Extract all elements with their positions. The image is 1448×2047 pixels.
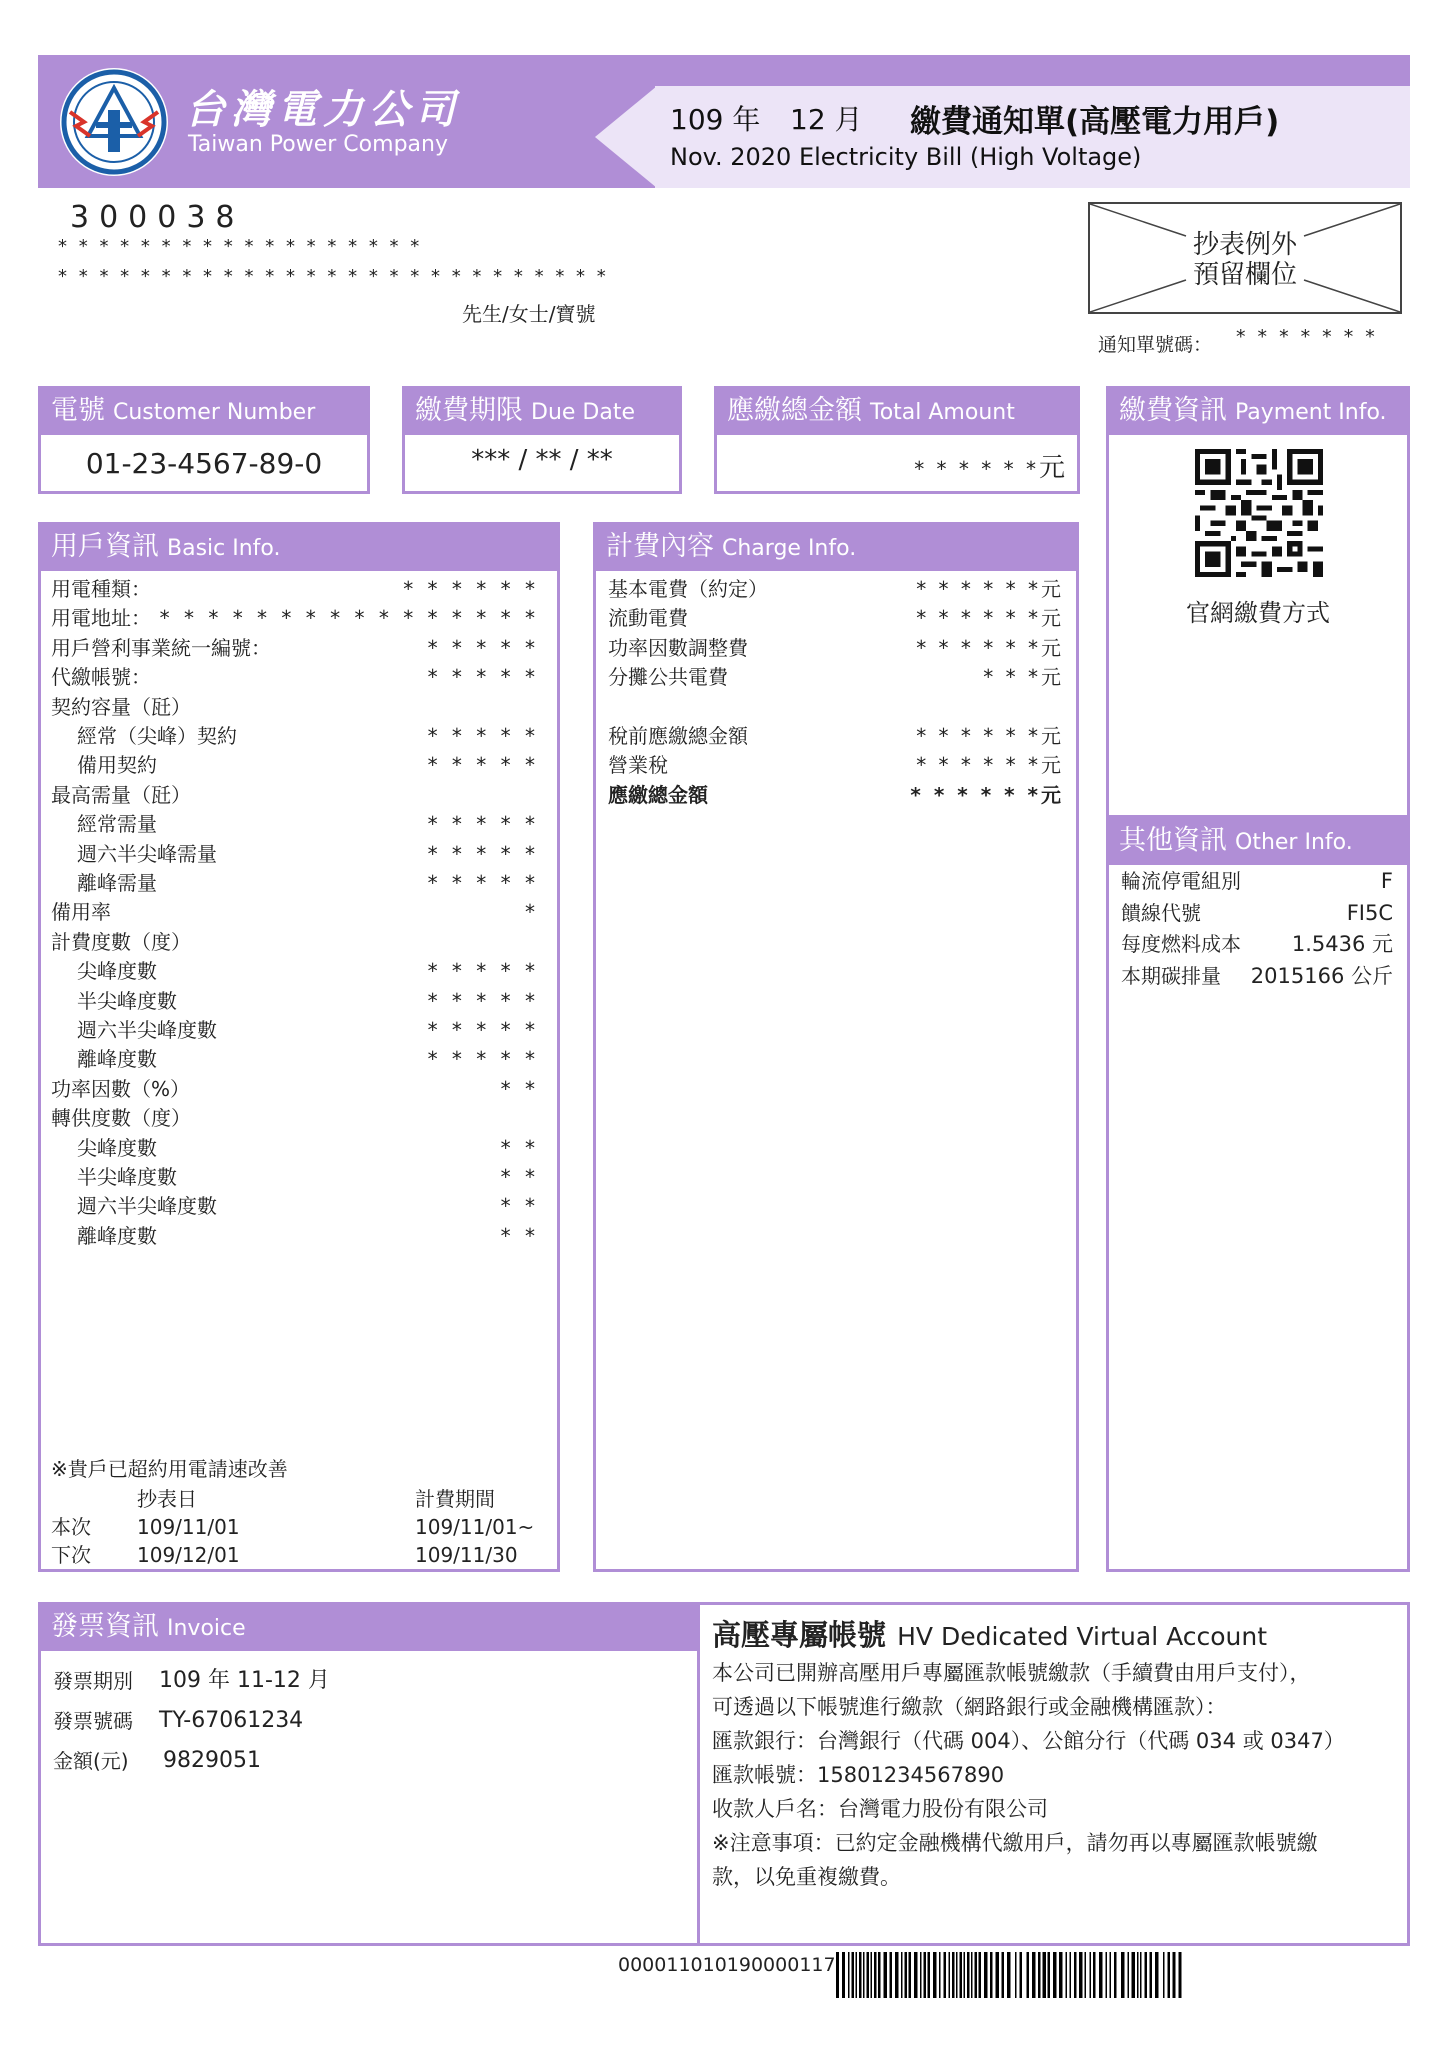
- next-label: 下次: [51, 1543, 91, 1567]
- recipient-line-1: * * * * * * * * * * * * * * * * * *: [58, 236, 423, 257]
- basic-info-value: * * * * *: [427, 1018, 539, 1042]
- basic-info-label: 備用契約: [77, 753, 157, 778]
- basic-info-value: * *: [500, 1223, 539, 1248]
- barcode-bar: [852, 1952, 855, 1998]
- barcode-bar: [1099, 1952, 1103, 1998]
- charge-label: 應繳總金額: [608, 782, 708, 807]
- barcode-bar: [1043, 1952, 1047, 1998]
- basic-info-label: 最高需量（瓩）: [51, 782, 191, 807]
- basic-info-value: * *: [500, 1165, 539, 1189]
- barcode-bar: [996, 1952, 1000, 1998]
- basic-info-value: * * * * *: [427, 724, 539, 748]
- basic-info-label: 尖峰度數: [77, 1135, 157, 1160]
- basic-info-value: * * * * * *: [403, 577, 539, 601]
- barcode-bar: [1150, 1952, 1153, 1998]
- bill-year: 109 年: [670, 103, 761, 136]
- barcode-bar: [1020, 1952, 1023, 1998]
- barcode-bar: [871, 1952, 873, 1998]
- total-amount-header: 應繳總金額 Total Amount: [717, 389, 1077, 435]
- virtual-account-title: 高壓專屬帳號 HV Dedicated Virtual Account: [712, 1618, 1268, 1652]
- barcode-bar: [905, 1952, 908, 1998]
- next-meter-date: 109/12/01: [137, 1543, 240, 1567]
- barcode-bar: [1007, 1952, 1011, 1998]
- due-date-value: *** / ** / **: [471, 445, 613, 475]
- barcode-bar: [1168, 1952, 1171, 1998]
- virtual-account-line: 本公司已開辦高壓用戶專屬匯款帳號繳款（手續費由用戶支付），: [712, 1661, 1311, 1685]
- charge-info-header: 計費內容 Charge Info.: [596, 525, 1076, 571]
- basic-info-label: 尖峰度數: [77, 959, 157, 984]
- basic-info-label: 週六半尖峰度數: [77, 1194, 217, 1219]
- barcode-bar: [1002, 1952, 1005, 1998]
- barcode-bar: [960, 1952, 963, 1998]
- due-date-box: [402, 386, 682, 494]
- charge-value: * * * * * *元: [916, 724, 1064, 748]
- recipient-line-2: * * * * * * * * * * * * * * * * * * * * * * * * * * *: [58, 266, 609, 287]
- bill-title-zh: 繳費通知單(高壓電力用戶): [910, 104, 1280, 140]
- basic-info-label: 經常需量: [77, 812, 157, 837]
- charge-value: * * * * * *元: [910, 782, 1064, 807]
- recipient-salutation: 先生/女士/寶號: [462, 302, 596, 326]
- barcode-bar: [878, 1952, 881, 1998]
- other-info-header: 其他資訊 Other Info.: [1109, 819, 1407, 865]
- total-amount-value: * * * * * *元: [914, 453, 1065, 483]
- current-label: 本次: [51, 1515, 91, 1539]
- basic-info-value: * * * * *: [427, 665, 539, 690]
- basic-info-value: * *: [500, 1076, 539, 1101]
- charge-label: 基本電費（約定）: [608, 577, 768, 601]
- barcode-icon: [836, 1952, 1212, 1998]
- notice-number-value: * * * * * * *: [1236, 326, 1378, 348]
- barcode-bar: [967, 1952, 970, 1998]
- virtual-account-line: 款，以免重複繳費。: [712, 1865, 901, 1889]
- invoice-header: 發票資訊 Invoice: [41, 1605, 697, 1651]
- barcode-bar: [1179, 1952, 1182, 1998]
- barcode-bar: [1027, 1952, 1030, 1998]
- basic-info-box: [38, 522, 560, 1572]
- barcode-bar: [939, 1952, 941, 1998]
- barcode-bar: [884, 1952, 888, 1998]
- bill-month: 12 月: [790, 103, 863, 136]
- basic-info-value: * * * * *: [427, 812, 539, 837]
- basic-info-value: * * * * *: [427, 988, 539, 1013]
- basic-info-label: 半尖峰度數: [77, 988, 177, 1013]
- recipient-zip: 300038: [70, 200, 245, 235]
- barcode-bar: [1128, 1952, 1130, 1998]
- basic-info-label: 週六半尖峰度數: [77, 1018, 217, 1042]
- basic-info-value: * *: [500, 1135, 539, 1160]
- barcode-bar: [920, 1952, 922, 1998]
- barcode-bar: [890, 1952, 893, 1998]
- barcode-bar: [1079, 1952, 1083, 1998]
- charge-label: 流動電費: [608, 606, 688, 631]
- virtual-account-box: [697, 1602, 1410, 1946]
- barcode-bar: [836, 1952, 839, 1998]
- invoice-box: [38, 1602, 700, 1946]
- other-info-value: 1.5436 元: [1291, 932, 1393, 956]
- due-date-header: 繳費期限 Due Date: [405, 389, 679, 435]
- barcode-bar: [944, 1952, 947, 1998]
- header-arrow: [595, 86, 657, 188]
- charge-label: 分攤公共電費: [608, 665, 728, 690]
- barcode-bar: [952, 1952, 955, 1998]
- basic-info-value: * * * * *: [427, 753, 539, 778]
- notice-number-label: 通知單號碼：: [1098, 334, 1213, 356]
- barcode-bar: [867, 1952, 870, 1998]
- charge-label: 營業稅: [608, 753, 668, 778]
- barcode-bar: [1066, 1952, 1068, 1998]
- basic-info-label: 計費度數（度）: [51, 929, 191, 954]
- barcode-bar: [856, 1952, 858, 1998]
- other-info-label: 每度燃料成本: [1121, 932, 1241, 956]
- invoice-value: 9829051: [163, 1748, 261, 1773]
- basic-info-value: * *: [500, 1194, 539, 1219]
- invoice-label: 發票號碼: [53, 1709, 133, 1733]
- barcode-bar: [1132, 1952, 1136, 1998]
- other-info-value: F: [1380, 869, 1393, 893]
- current-meter-date: 109/11/01: [137, 1515, 240, 1539]
- barcode-bar: [859, 1952, 862, 1998]
- barcode-bar: [1048, 1952, 1051, 1998]
- charge-value: * * *元: [983, 665, 1064, 690]
- barcode-bar: [975, 1952, 978, 1998]
- barcode-bar: [1015, 1952, 1017, 1998]
- payment-qr-code-icon[interactable]: [1195, 449, 1323, 577]
- barcode-bar: [1093, 1952, 1096, 1998]
- basic-info-value: * * * * *: [427, 841, 539, 866]
- invoice-value: 109 年 11-12 月: [159, 1668, 330, 1693]
- basic-info-label: 功率因數（%）: [51, 1076, 191, 1101]
- basic-info-label: 離峰度數: [77, 1047, 157, 1072]
- charge-label: 稅前應繳總金額: [608, 724, 748, 748]
- barcode-bar: [971, 1952, 973, 1998]
- basic-info-label: 用戶營利事業統一編號：: [51, 635, 271, 660]
- basic-info-label: 離峰需量: [77, 871, 157, 895]
- barcode-bar: [1137, 1952, 1139, 1998]
- barcode-bar: [1173, 1952, 1176, 1998]
- barcode-bar: [1114, 1952, 1117, 1998]
- barcode-bar: [1032, 1952, 1036, 1998]
- charge-info-box: [593, 522, 1079, 1572]
- charge-value: * * * * * *元: [916, 577, 1064, 601]
- basic-info-value: * * * * * * * * * * * * * * * *: [159, 606, 539, 631]
- basic-info-label: 備用率: [51, 900, 111, 925]
- barcode-bar: [1038, 1952, 1041, 1998]
- other-info-label: 輪流停電組別: [1121, 869, 1241, 893]
- barcode-bar: [1110, 1952, 1112, 1998]
- barcode-bar: [956, 1952, 958, 1998]
- barcode-bar: [1070, 1952, 1072, 1998]
- charge-value: * * * * * *元: [916, 753, 1064, 778]
- charge-value: * * * * * *元: [916, 606, 1064, 631]
- other-info-value: FI5C: [1346, 900, 1393, 925]
- barcode-bar: [1145, 1952, 1148, 1998]
- barcode-bar: [1163, 1952, 1165, 1998]
- company-name-zh: 台灣電力公司: [185, 86, 461, 133]
- basic-info-label: 離峰度數: [77, 1223, 157, 1248]
- company-name-en: Taiwan Power Company: [188, 132, 448, 157]
- exception-box: [1088, 202, 1402, 314]
- virtual-account-line: 可透過以下帳號進行繳款（網路銀行或金融機構匯款）：: [712, 1695, 1227, 1719]
- barcode-bar: [928, 1952, 931, 1998]
- barcode-bar: [1106, 1952, 1108, 1998]
- barcode-bar: [1121, 1952, 1125, 1998]
- basic-info-label: 經常（尖峰）契約: [77, 724, 237, 748]
- virtual-account-line: 匯款帳號：15801234567890: [712, 1763, 1005, 1787]
- barcode-bar: [979, 1952, 982, 1998]
- other-info-label: 饋線代號: [1121, 900, 1201, 925]
- payment-info-box: [1106, 386, 1410, 818]
- taipower-logo-icon: [58, 66, 170, 178]
- bill-title-en: Nov. 2020 Electricity Bill (High Voltage): [670, 143, 1142, 171]
- barcode-bar: [848, 1952, 850, 1998]
- barcode-bar: [949, 1952, 951, 1998]
- other-info-label: 本期碳排量: [1121, 963, 1221, 988]
- barcode-bar: [924, 1952, 927, 1998]
- meter-date-label: 抄表日: [137, 1487, 197, 1511]
- barcode-bar: [1085, 1952, 1087, 1998]
- barcode-bar: [842, 1952, 845, 1998]
- basic-info-value: * * * * *: [427, 959, 539, 984]
- barcode-bar: [984, 1952, 988, 1998]
- charge-value: * * * * * *元: [916, 635, 1064, 660]
- over-contract-notice: ※貴戶已超約用電請速改善: [51, 1457, 288, 1481]
- billing-period-end: 109/11/30: [415, 1543, 518, 1567]
- total-amount-box: [714, 386, 1080, 494]
- virtual-account-line: 收款人戶名：台灣電力股份有限公司: [712, 1797, 1048, 1821]
- barcode-bar: [874, 1952, 877, 1998]
- exception-line-2: 預留欄位: [1192, 260, 1297, 290]
- barcode-bar: [901, 1952, 903, 1998]
- payment-qr-caption[interactable]: 官網繳費方式: [1186, 599, 1330, 627]
- charge-label: 功率因數調整費: [608, 635, 748, 660]
- basic-info-label: 用電種類：: [51, 577, 151, 601]
- invoice-value: TY-67061234: [159, 1708, 304, 1733]
- exception-line-1: 抄表例外: [1192, 230, 1297, 260]
- barcode-bar: [1140, 1952, 1142, 1998]
- basic-info-label: 轉供度數（度）: [51, 1106, 191, 1131]
- basic-info-label: 週六半尖峰需量: [77, 841, 217, 866]
- basic-info-label: 半尖峰度數: [77, 1165, 177, 1189]
- barcode-bar: [1053, 1952, 1057, 1998]
- barcode-bar: [933, 1952, 937, 1998]
- basic-info-value: *: [525, 900, 539, 925]
- basic-info-value: * * * * *: [427, 635, 539, 660]
- payment-info-header: 繳費資訊 Payment Info.: [1109, 389, 1407, 435]
- other-info-value: 2015166 公斤: [1250, 963, 1393, 988]
- barcode-bar: [1155, 1952, 1159, 1998]
- invoice-label: 發票期別: [53, 1669, 133, 1693]
- basic-info-label: 代繳帳號：: [51, 665, 151, 690]
- barcode-bar: [914, 1952, 918, 1998]
- barcode-bar: [1059, 1952, 1063, 1998]
- basic-info-value: * * * * *: [427, 1047, 539, 1072]
- other-info-box: [1106, 816, 1410, 1572]
- basic-info-value: * * * * *: [427, 871, 539, 895]
- virtual-account-line: ※注意事項：已約定金融機構代繳用戶，請勿再以專屬匯款帳號繳: [712, 1831, 1318, 1855]
- barcode-bar: [990, 1952, 993, 1998]
- basic-info-label: 用電地址：: [51, 606, 151, 631]
- virtual-account-line: 匯款銀行：台灣銀行（代碼 004）、公館分行（代碼 034 或 0347）: [712, 1729, 1345, 1753]
- customer-number-box: [38, 386, 370, 494]
- billing-period-start: 109/11/01~: [415, 1515, 535, 1539]
- basic-info-header: 用戶資訊 Basic Info.: [41, 525, 557, 571]
- billing-period-label: 計費期間: [415, 1487, 495, 1511]
- customer-number-header: 電號 Customer Number: [41, 389, 367, 435]
- barcode-bar: [863, 1952, 865, 1998]
- barcode-bar: [1074, 1952, 1077, 1998]
- barcode-bar: [895, 1952, 899, 1998]
- invoice-label: 金額(元): [53, 1749, 129, 1773]
- barcode-number: 000011010190000117: [618, 1954, 836, 1976]
- customer-number-value: 01-23-4567-89-0: [85, 447, 323, 480]
- barcode-bar: [1090, 1952, 1092, 1998]
- barcode-bar: [909, 1952, 912, 1998]
- barcode-bar: [964, 1952, 966, 1998]
- basic-info-label: 契約容量（瓩）: [51, 694, 191, 719]
